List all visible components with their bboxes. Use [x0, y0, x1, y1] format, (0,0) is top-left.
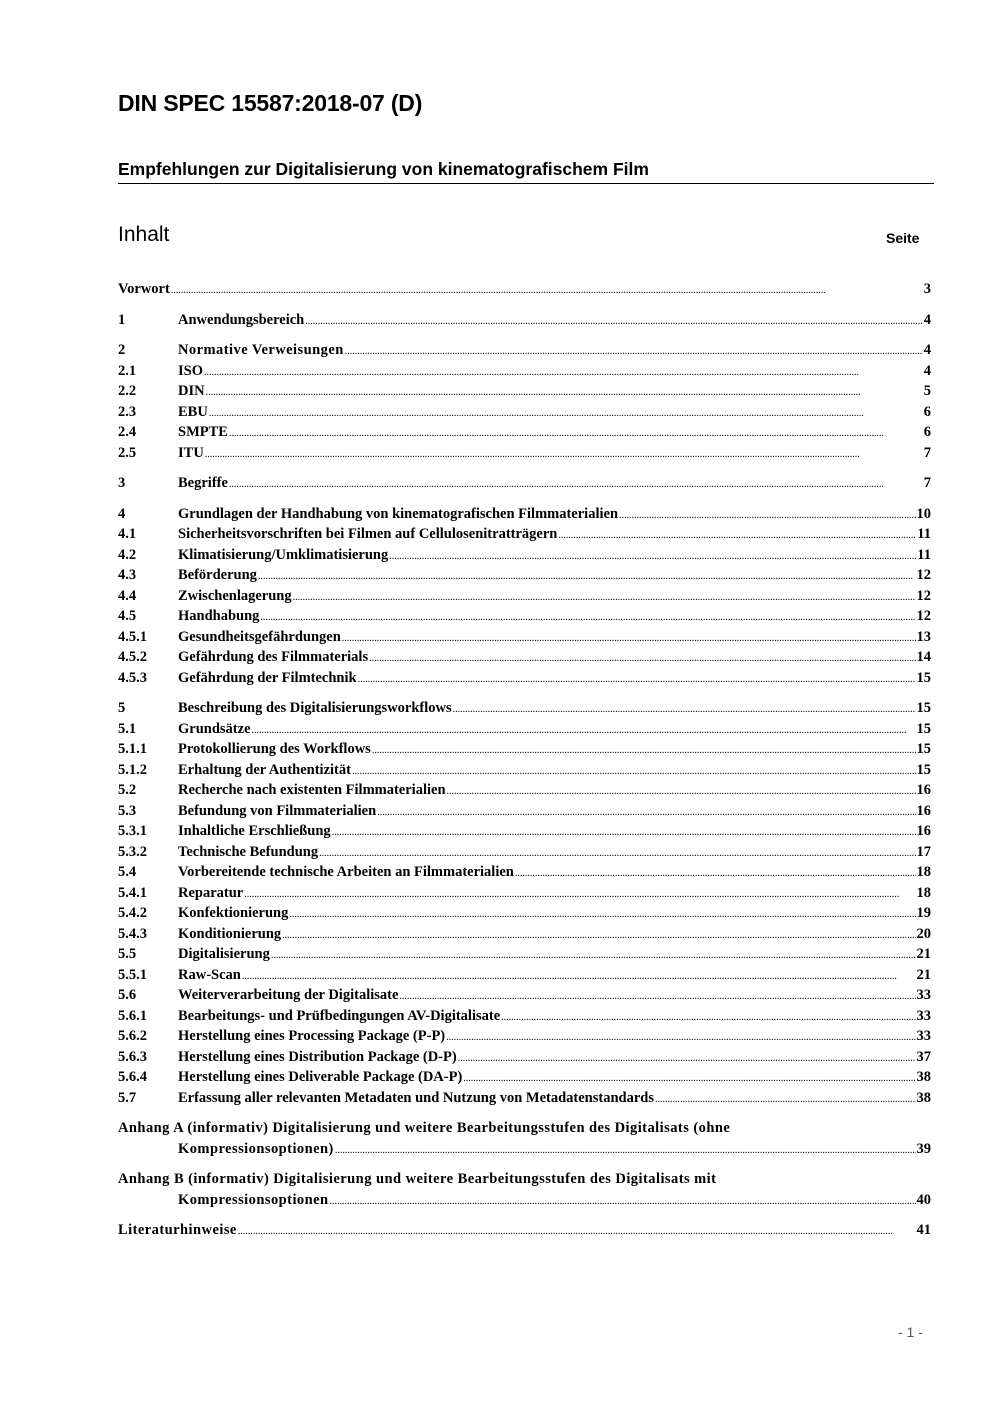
toc-entry-page: 16	[916, 823, 931, 839]
toc-leader-dots	[372, 741, 916, 762]
toc-entry-title: DIN	[178, 383, 205, 399]
toc-annex-title: Anhang B (informativ) Digitalisierung und weitere Bearbeitungsstufen des Digitalisats mit	[118, 1171, 717, 1187]
toc-entry-title: Literaturhinweise	[118, 1222, 237, 1238]
toc-entry-page: 15	[916, 700, 931, 716]
toc-entry-page: 38	[916, 1089, 931, 1106]
toc-entry-page: 15	[916, 669, 931, 686]
toc-leader-dots	[282, 926, 915, 947]
toc-entry-page: 4	[923, 311, 931, 328]
toc-leader-dots	[289, 905, 915, 926]
toc-entry-title: Grundsätze	[178, 720, 251, 737]
toc-entry-title: Raw-Scan	[178, 966, 241, 983]
toc-entry[interactable]	[118, 473, 931, 494]
toc-entry[interactable]	[118, 903, 931, 924]
toc-entry-number: 2.1	[118, 362, 137, 379]
toc-entry-number: 5.4.3	[118, 925, 147, 942]
toc-entry-number: 5.4.1	[118, 884, 147, 901]
toc-entry-page: 5	[923, 383, 931, 399]
toc-entry[interactable]	[118, 1006, 931, 1027]
toc-entry-title: Sicherheitsvorschriften bei Filmen auf Cellulosenitratträgern	[178, 526, 558, 542]
toc-leader-dots	[244, 885, 915, 906]
toc-entry[interactable]	[118, 944, 931, 965]
toc-entry-page: 6	[923, 424, 931, 440]
toc-leader-dots	[377, 803, 915, 824]
title-rule	[118, 183, 934, 184]
toc-entry-number: 5.1.2	[118, 761, 147, 778]
toc-entry[interactable]	[118, 698, 931, 719]
toc-entry-page: 12	[916, 567, 931, 583]
toc-entry-page: 41	[916, 1222, 931, 1238]
toc-entry[interactable]	[118, 842, 931, 863]
toc-entry-page: 16	[916, 782, 931, 798]
toc-leader-dots	[332, 823, 916, 844]
toc-entry-number: 5.3	[118, 802, 137, 819]
toc-entry-title: Herstellung eines Deliverable Package (DA-P)	[178, 1069, 463, 1085]
toc-annex-title: Anhang A (informativ) Digitalisierung und weitere Bearbeitungsstufen des Digitalisats (ohne	[118, 1120, 731, 1136]
toc-entry[interactable]	[118, 627, 931, 648]
toc-entry[interactable]	[118, 883, 931, 904]
toc-entry-page: 3	[923, 281, 931, 297]
toc-entry-title: Herstellung eines Distribution Package (D-P)	[178, 1048, 457, 1065]
toc-leader-dots	[358, 670, 916, 691]
toc-entry-page: 18	[916, 884, 931, 901]
toc-leader-dots	[352, 762, 916, 783]
toc-entry[interactable]	[118, 862, 931, 883]
toc-entry[interactable]	[118, 668, 931, 689]
toc-entry-page: 38	[916, 1069, 931, 1085]
toc-entry-number: 5.3.2	[118, 843, 147, 860]
toc-entry-title: Beschreibung des Digitalisierungsworkflows	[178, 700, 452, 716]
toc-entry-page: 7	[923, 444, 931, 461]
toc-entry-page: 4	[923, 362, 931, 379]
toc-entry-title: Inhaltliche Erschließung	[178, 823, 331, 839]
toc-entry-title: SMPTE	[178, 424, 228, 440]
toc-entry-title: Zwischenlagerung	[178, 587, 292, 604]
toc-entry-number: 3	[118, 475, 126, 491]
toc-leader-dots	[446, 1028, 915, 1049]
toc-entry-page: 21	[916, 946, 931, 962]
toc-leader-dots	[619, 506, 915, 527]
toc-entry-title: Erhaltung der Authentizität	[178, 761, 351, 778]
toc-entry[interactable]	[118, 821, 931, 842]
toc-entry[interactable]	[118, 361, 931, 382]
toc-entry-page: 15	[916, 761, 931, 778]
toc-leader-dots	[399, 987, 915, 1008]
toc-entry-title: Handhabung	[178, 608, 260, 624]
toc-entry-page: 19	[916, 905, 931, 921]
toc-annex-title-continued: Kompressionsoptionen)	[178, 1140, 334, 1157]
toc-leader-dots	[558, 526, 916, 547]
toc-entry-number: 4.3	[118, 567, 137, 583]
toc-leader-dots	[238, 1222, 916, 1243]
toc-entry-page: 40	[916, 1191, 931, 1208]
toc-entry-number: 4.5	[118, 608, 137, 624]
toc-entry-title: Vorbereitende technische Arbeiten an Filmmaterialien	[178, 864, 514, 880]
toc-entry-number: 4.5.2	[118, 649, 147, 665]
toc-leader-dots	[447, 782, 916, 803]
toc-entry-page: 11	[917, 546, 931, 563]
toc-entry[interactable]	[118, 647, 931, 668]
toc-entry-page: 18	[916, 864, 931, 880]
toc-leader-dots	[342, 629, 916, 650]
toc-leader-dots	[205, 445, 923, 466]
toc-entry-title: Beförderung	[178, 567, 257, 583]
toc-entry-number: 5.6.1	[118, 1007, 147, 1024]
toc-entry[interactable]	[118, 422, 931, 443]
toc-entry-page: 39	[916, 1140, 931, 1157]
toc-entry[interactable]	[118, 279, 931, 300]
toc-entry-number: 4.4	[118, 587, 137, 604]
toc-entry-title: Gesundheitsgefährdungen	[178, 628, 341, 645]
toc-entry-number: 2.4	[118, 424, 137, 440]
toc-leader-dots	[209, 404, 923, 425]
toc-entry-page: 6	[923, 403, 931, 420]
toc-annex-b[interactable]	[118, 1169, 931, 1210]
toc-entry-title: Normative Verweisungen	[178, 342, 344, 358]
toc-leader-dots	[229, 424, 923, 445]
toc-entry[interactable]	[118, 719, 931, 740]
toc-entry-number: 4.1	[118, 526, 137, 542]
toc-leader-dots	[258, 567, 916, 588]
toc-entry-title: Bearbeitungs- und Prüfbedingungen AV-Digitalisate	[178, 1007, 501, 1024]
toc-entry-title: Reparatur	[178, 884, 244, 901]
toc-entry-page: 15	[916, 741, 931, 757]
toc-entry-number: 2.3	[118, 403, 137, 420]
toc-heading: Inhalt	[118, 223, 170, 246]
toc-entry-number: 4.2	[118, 546, 137, 563]
toc-leader-dots	[369, 649, 915, 670]
toc-page-column-label: Seite	[886, 230, 920, 246]
toc-leader-dots	[252, 721, 916, 742]
toc-entry-page: 7	[923, 475, 931, 491]
toc-entry-title: ITU	[178, 444, 204, 461]
toc-entry[interactable]	[118, 780, 931, 801]
toc-entry[interactable]	[118, 1047, 931, 1068]
toc-leader-dots	[655, 1090, 916, 1111]
toc-leader-dots	[389, 547, 916, 568]
toc-entry-page: 10	[916, 505, 931, 522]
toc-entry-title: ISO	[178, 362, 203, 379]
toc-entry-title: Konditionierung	[178, 925, 282, 942]
toc-entry-number: 5.4.2	[118, 905, 147, 921]
toc-leader-dots	[171, 281, 923, 302]
toc-entry[interactable]	[118, 565, 931, 586]
toc-entry-number: 4	[118, 505, 126, 522]
toc-leader-dots	[271, 946, 916, 967]
toc-entry-title: Weiterverarbeitung der Digitalisate	[178, 987, 399, 1003]
toc-entry-page: 4	[923, 342, 931, 358]
toc-entry[interactable]	[118, 760, 931, 781]
toc-entry-page: 37	[916, 1048, 931, 1065]
toc-entry[interactable]	[118, 606, 931, 627]
toc-leader-dots	[453, 700, 916, 721]
toc-entry-number: 5.6.4	[118, 1069, 147, 1085]
toc-entry[interactable]	[118, 1026, 931, 1047]
document-title: DIN SPEC 15587:2018-07 (D)	[118, 90, 423, 116]
toc-entry-page: 21	[916, 966, 931, 983]
toc-entry-number: 2	[118, 342, 126, 358]
toc-entry-title: Vorwort	[118, 281, 170, 297]
toc-entry[interactable]	[118, 504, 931, 525]
toc-entry-page: 33	[916, 987, 931, 1003]
toc-entry-page: 33	[916, 1028, 931, 1044]
toc-leader-dots	[229, 475, 923, 496]
toc-entry-title: Klimatisierung/Umklimatisierung	[178, 546, 389, 563]
toc-entry-number: 4.5.3	[118, 669, 147, 686]
toc-entry[interactable]	[118, 739, 931, 760]
toc-entry-title: Protokollierung des Workflows	[178, 741, 371, 757]
toc-entry-number: 5.5	[118, 946, 137, 962]
toc-entry[interactable]	[118, 1088, 931, 1109]
toc-entry-page: 33	[916, 1007, 931, 1024]
toc-entry[interactable]	[118, 310, 931, 331]
toc-entry-number: 4.5.1	[118, 628, 147, 645]
toc-entry-title: Befundung von Filmmaterialien	[178, 802, 377, 819]
toc-leader-dots	[501, 1008, 915, 1029]
toc-entry-number: 5.6	[118, 987, 137, 1003]
toc-leader-dots	[335, 1141, 916, 1162]
toc-entry-title: Konfektionierung	[178, 905, 289, 921]
toc-entry-number: 5.1.1	[118, 741, 147, 757]
toc-entry-page: 17	[916, 843, 931, 860]
toc-entry-title: Gefährdung der Filmtechnik	[178, 669, 357, 686]
toc-entry-title: Technische Befundung	[178, 843, 319, 860]
toc-entry-bibliography[interactable]	[118, 1220, 931, 1241]
toc-entry[interactable]	[118, 965, 931, 986]
toc-entry-title: Anwendungsbereich	[178, 311, 305, 328]
toc-leader-dots	[345, 342, 923, 363]
toc-entry-page: 16	[916, 802, 931, 819]
toc-entry-page: 11	[917, 526, 931, 542]
toc-entry-title: Herstellung eines Processing Package (P-P)	[178, 1028, 446, 1044]
toc-entry-number: 5.5.1	[118, 966, 147, 983]
toc-leader-dots	[330, 1192, 916, 1213]
toc-entry[interactable]	[118, 443, 931, 464]
toc-entry[interactable]	[118, 340, 931, 361]
toc-entry-page: 12	[916, 587, 931, 604]
toc-entry[interactable]	[118, 545, 931, 566]
toc-entry[interactable]	[118, 381, 931, 402]
toc-entry-number: 5.7	[118, 1089, 137, 1106]
toc-leader-dots	[242, 967, 916, 988]
document-subtitle: Empfehlungen zur Digitalisierung von kinematografischem Film	[118, 159, 649, 179]
toc-entry-title: EBU	[178, 403, 208, 420]
toc-entry-number: 5.3.1	[118, 823, 147, 839]
toc-entry-page: 15	[916, 720, 931, 737]
toc-entry[interactable]	[118, 924, 931, 945]
toc-entry-title: Digitalisierung	[178, 946, 270, 962]
toc-entry-title: Begriffe	[178, 475, 228, 491]
toc-entry[interactable]	[118, 1067, 931, 1088]
toc-leader-dots	[515, 864, 916, 885]
toc-entry-number: 2.2	[118, 383, 137, 399]
toc-entry-number: 1	[118, 311, 126, 328]
toc-entry-title: Erfassung aller relevanten Metadaten und Nutzung von Metadatenstandards	[178, 1089, 654, 1106]
toc-leader-dots	[206, 383, 923, 404]
toc-entry-title: Gefährdung des Filmmaterials	[178, 649, 369, 665]
toc-entry-number: 5.6.3	[118, 1048, 147, 1065]
toc-entry[interactable]	[118, 402, 931, 423]
toc-entry[interactable]	[118, 586, 931, 607]
toc-entry-page: 20	[916, 925, 931, 942]
toc-entry-number: 2.5	[118, 444, 137, 461]
toc-entry-page: 12	[916, 608, 931, 624]
toc-leader-dots	[293, 588, 916, 609]
toc-entry-title: Recherche nach existenten Filmmaterialien	[178, 782, 446, 798]
toc-leader-dots	[204, 363, 923, 384]
toc-entry-page: 13	[916, 628, 931, 645]
toc-entry-number: 5.4	[118, 864, 137, 880]
toc-leader-dots	[463, 1069, 915, 1090]
toc-entry[interactable]	[118, 524, 931, 545]
toc-entry-number: 5.2	[118, 782, 137, 798]
toc-entry-number: 5.1	[118, 720, 137, 737]
page-number: - 1 -	[898, 1324, 923, 1340]
toc-entry[interactable]	[118, 985, 931, 1006]
table-of-contents	[118, 279, 931, 1241]
toc-annex-a[interactable]	[118, 1118, 931, 1159]
toc-entry-title: Grundlagen der Handhabung von kinematografischen Filmmaterialien	[178, 505, 619, 522]
toc-leader-dots	[260, 608, 915, 629]
toc-entry[interactable]	[118, 801, 931, 822]
toc-entry-number: 5.6.2	[118, 1028, 147, 1044]
toc-leader-dots	[305, 312, 923, 333]
toc-leader-dots	[458, 1049, 916, 1070]
toc-annex-title-continued: Kompressionsoptionen	[178, 1191, 329, 1208]
toc-leader-dots	[319, 844, 915, 865]
toc-entry-number: 5	[118, 700, 126, 716]
toc-entry-page: 14	[916, 649, 931, 665]
